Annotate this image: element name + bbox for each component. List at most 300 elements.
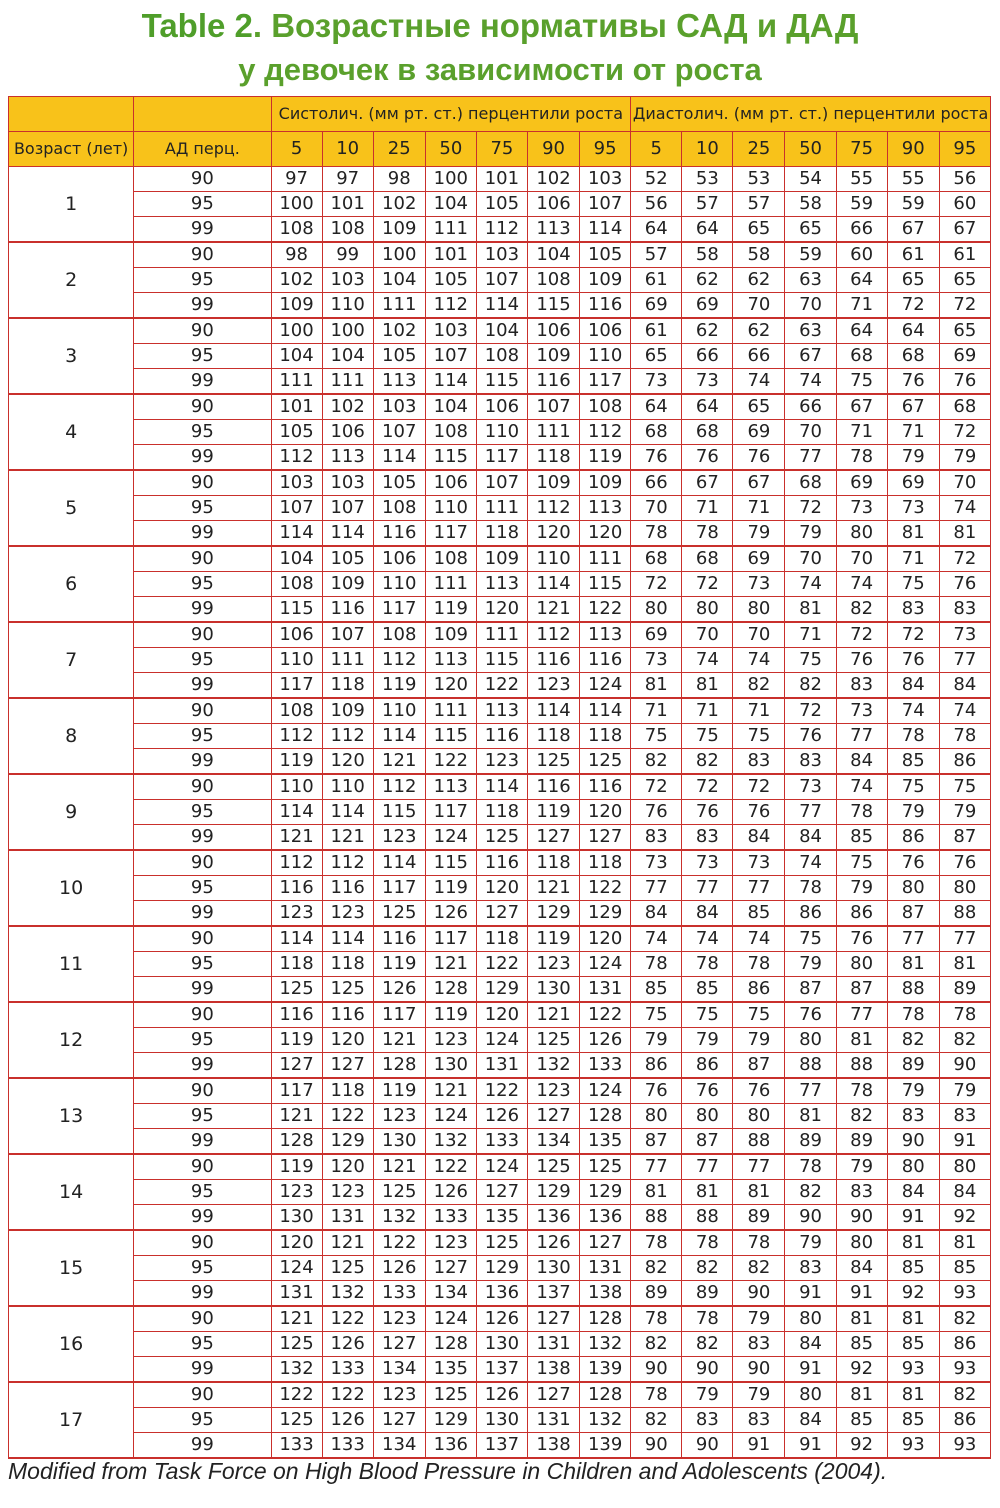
systolic-value-cell: 128 [580,1104,631,1129]
systolic-value-cell: 112 [476,217,527,243]
bp-percentile-cell: 90 [134,698,271,724]
systolic-value-cell: 120 [322,1028,373,1053]
systolic-value-cell: 122 [425,749,476,775]
systolic-value-cell: 119 [373,1078,425,1104]
diastolic-value-cell: 82 [631,749,682,775]
table-row [9,926,991,952]
diastolic-value-cell: 78 [631,1230,682,1256]
bp-percentile-cell: 99 [134,1281,271,1307]
systolic-value-cell: 98 [271,242,322,268]
systolic-value-cell: 114 [271,800,322,825]
diastolic-value-cell: 93 [939,1281,990,1307]
systolic-value-cell: 130 [527,1256,579,1281]
age-cell: 9 [9,774,134,850]
table-row [9,192,991,217]
diastolic-value-cell: 72 [887,293,939,319]
systolic-value-cell: 122 [322,1382,373,1408]
diastolic-value-cell: 82 [785,673,836,699]
systolic-value-cell: 100 [373,242,425,268]
systolic-value-cell: 116 [322,1002,373,1028]
bp-table [8,96,991,1459]
bp-percentile-cell: 99 [134,1205,271,1231]
diastolic-value-cell: 77 [836,1002,887,1028]
table-row [9,1408,991,1433]
diastolic-value-cell: 93 [887,1433,939,1459]
systolic-value-cell: 114 [527,572,579,597]
systolic-value-cell: 113 [425,648,476,673]
diastolic-value-cell: 80 [631,597,682,623]
diastolic-value-cell: 70 [785,546,836,572]
systolic-value-cell: 125 [271,977,322,1003]
systolic-value-cell: 111 [425,217,476,243]
systolic-value-cell: 100 [271,318,322,344]
diastolic-value-cell: 78 [887,724,939,749]
systolic-value-cell: 129 [476,977,527,1003]
systolic-value-cell: 122 [580,597,631,623]
systolic-value-cell: 122 [425,1154,476,1180]
systolic-value-cell: 108 [271,217,322,243]
diastolic-value-cell: 70 [939,470,990,496]
diastolic-value-cell: 65 [887,268,939,293]
systolic-value-cell: 115 [425,850,476,876]
bp-percentile-cell: 90 [134,1002,271,1028]
systolic-value-cell: 115 [425,445,476,471]
diastolic-value-cell: 83 [939,597,990,623]
table-row [9,1256,991,1281]
systolic-value-cell: 120 [580,926,631,952]
diastolic-value-cell: 92 [887,1281,939,1307]
systolic-value-cell: 117 [373,876,425,901]
table-row [9,825,991,851]
diastolic-value-cell: 90 [939,1053,990,1079]
diastolic-value-cell: 76 [631,1078,682,1104]
systolic-value-cell: 137 [476,1357,527,1383]
systolic-value-cell: 127 [476,1180,527,1205]
diastolic-value-cell: 67 [836,394,887,420]
systolic-value-cell: 109 [580,470,631,496]
bp-percentile-cell: 95 [134,1332,271,1357]
diastolic-value-cell: 84 [682,901,733,927]
diastolic-value-cell: 74 [733,369,785,395]
diastolic-value-cell: 69 [733,546,785,572]
diastolic-value-cell: 76 [887,369,939,395]
systolic-value-cell: 127 [373,1408,425,1433]
diastolic-height-percentile-header: 25 [733,132,785,167]
table-row [9,1433,991,1459]
systolic-value-cell: 120 [425,673,476,699]
systolic-value-cell: 115 [476,369,527,395]
systolic-value-cell: 114 [322,926,373,952]
diastolic-value-cell: 78 [733,1230,785,1256]
systolic-value-cell: 134 [373,1433,425,1459]
systolic-value-cell: 127 [425,1256,476,1281]
diastolic-value-cell: 75 [631,1002,682,1028]
systolic-value-cell: 118 [476,800,527,825]
systolic-value-cell: 126 [425,1180,476,1205]
bp-percentile-cell: 99 [134,217,271,243]
diastolic-height-percentile-header: 10 [682,132,733,167]
systolic-value-cell: 116 [527,369,579,395]
systolic-value-cell: 104 [271,546,322,572]
diastolic-value-cell: 61 [631,318,682,344]
bp-percentile-cell: 99 [134,1357,271,1383]
diastolic-value-cell: 79 [836,876,887,901]
diastolic-value-cell: 64 [682,394,733,420]
table-row [9,1002,991,1028]
table-row [9,800,991,825]
systolic-value-cell: 124 [271,1256,322,1281]
diastolic-value-cell: 67 [939,217,990,243]
diastolic-value-cell: 78 [631,521,682,547]
diastolic-value-cell: 77 [785,800,836,825]
systolic-value-cell: 131 [580,977,631,1003]
diastolic-value-cell: 53 [682,167,733,192]
systolic-value-cell: 126 [580,1028,631,1053]
diastolic-value-cell: 82 [939,1306,990,1332]
diastolic-value-cell: 90 [733,1281,785,1307]
diastolic-value-cell: 89 [682,1281,733,1307]
diastolic-value-cell: 85 [733,901,785,927]
table-row [9,673,991,699]
systolic-value-cell: 109 [527,470,579,496]
diastolic-value-cell: 65 [939,268,990,293]
systolic-value-cell: 121 [271,1104,322,1129]
systolic-value-cell: 104 [425,394,476,420]
diastolic-value-cell: 84 [785,1408,836,1433]
diastolic-value-cell: 82 [785,1180,836,1205]
systolic-value-cell: 132 [373,1205,425,1231]
table-row [9,1382,991,1408]
systolic-value-cell: 106 [527,192,579,217]
diastolic-value-cell: 78 [785,1154,836,1180]
systolic-value-cell: 120 [271,1230,322,1256]
diastolic-value-cell: 82 [939,1382,990,1408]
diastolic-value-cell: 91 [939,1129,990,1155]
systolic-value-cell: 119 [527,926,579,952]
diastolic-value-cell: 84 [887,673,939,699]
systolic-value-cell: 137 [527,1281,579,1307]
diastolic-value-cell: 82 [682,1332,733,1357]
diastolic-value-cell: 67 [785,344,836,369]
age-cell: 6 [9,546,134,622]
diastolic-value-cell: 78 [836,800,887,825]
header-row-groups [9,97,991,132]
systolic-value-cell: 107 [322,496,373,521]
systolic-value-cell: 131 [271,1281,322,1307]
systolic-value-cell: 114 [580,217,631,243]
systolic-value-cell: 107 [271,496,322,521]
table-row [9,344,991,369]
diastolic-value-cell: 74 [836,572,887,597]
systolic-value-cell: 125 [373,1180,425,1205]
systolic-value-cell: 130 [373,1129,425,1155]
systolic-value-cell: 105 [322,546,373,572]
diastolic-value-cell: 72 [887,622,939,648]
systolic-value-cell: 108 [425,420,476,445]
systolic-value-cell: 99 [322,242,373,268]
systolic-value-cell: 105 [373,344,425,369]
diastolic-value-cell: 77 [785,445,836,471]
systolic-value-cell: 110 [322,293,373,319]
diastolic-value-cell: 88 [631,1205,682,1231]
systolic-height-percentile-header: 50 [425,132,476,167]
diastolic-value-cell: 76 [939,850,990,876]
systolic-value-cell: 133 [322,1357,373,1383]
diastolic-value-cell: 65 [631,344,682,369]
systolic-height-percentile-header: 90 [527,132,579,167]
bp-percentile-cell: 90 [134,1230,271,1256]
systolic-value-cell: 111 [476,496,527,521]
bp-percentile-cell: 90 [134,1306,271,1332]
diastolic-value-cell: 80 [887,876,939,901]
diastolic-value-cell: 82 [836,1104,887,1129]
diastolic-value-cell: 74 [939,496,990,521]
systolic-value-cell: 107 [322,622,373,648]
age-cell: 10 [9,850,134,926]
table-row [9,850,991,876]
diastolic-value-cell: 73 [939,622,990,648]
diastolic-value-cell: 77 [631,876,682,901]
systolic-value-cell: 128 [425,1332,476,1357]
systolic-value-cell: 119 [271,749,322,775]
systolic-value-cell: 117 [271,1078,322,1104]
systolic-value-cell: 107 [476,470,527,496]
diastolic-value-cell: 55 [887,167,939,192]
diastolic-value-cell: 78 [682,1230,733,1256]
diastolic-value-cell: 71 [682,496,733,521]
systolic-value-cell: 127 [271,1053,322,1079]
systolic-value-cell: 104 [373,268,425,293]
diastolic-value-cell: 81 [887,1230,939,1256]
systolic-value-cell: 127 [527,1104,579,1129]
diastolic-value-cell: 77 [939,648,990,673]
diastolic-value-cell: 86 [887,825,939,851]
diastolic-value-cell: 78 [939,1002,990,1028]
diastolic-value-cell: 93 [887,1357,939,1383]
systolic-value-cell: 128 [373,1053,425,1079]
table-row [9,420,991,445]
diastolic-value-cell: 77 [785,1078,836,1104]
table-row [9,952,991,977]
bp-percentile-cell: 90 [134,1154,271,1180]
systolic-value-cell: 108 [373,622,425,648]
diastolic-value-cell: 81 [939,1230,990,1256]
diastolic-value-cell: 88 [887,977,939,1003]
systolic-value-cell: 114 [476,293,527,319]
systolic-value-cell: 122 [322,1306,373,1332]
bp-percentile-cell: 99 [134,977,271,1003]
table-row [9,1180,991,1205]
diastolic-value-cell: 74 [733,648,785,673]
systolic-value-cell: 121 [527,1002,579,1028]
systolic-value-cell: 105 [271,420,322,445]
table-row [9,1154,991,1180]
systolic-value-cell: 101 [271,394,322,420]
systolic-value-cell: 119 [425,597,476,623]
systolic-value-cell: 110 [476,420,527,445]
diastolic-value-cell: 80 [785,1028,836,1053]
systolic-value-cell: 109 [476,546,527,572]
systolic-value-cell: 110 [271,648,322,673]
systolic-value-cell: 102 [527,167,579,192]
diastolic-value-cell: 81 [836,1306,887,1332]
age-cell: 3 [9,318,134,394]
diastolic-value-cell: 73 [682,850,733,876]
diastolic-value-cell: 77 [939,926,990,952]
diastolic-value-cell: 56 [631,192,682,217]
age-cell: 5 [9,470,134,546]
diastolic-value-cell: 67 [887,394,939,420]
diastolic-value-cell: 57 [733,192,785,217]
systolic-value-cell: 133 [476,1129,527,1155]
diastolic-value-cell: 73 [631,850,682,876]
diastolic-value-cell: 71 [733,496,785,521]
systolic-value-cell: 113 [580,496,631,521]
systolic-value-cell: 116 [580,648,631,673]
diastolic-value-cell: 79 [631,1028,682,1053]
diastolic-value-cell: 55 [836,167,887,192]
systolic-height-percentile-header: 5 [271,132,322,167]
systolic-value-cell: 109 [580,268,631,293]
diastolic-value-cell: 80 [836,1230,887,1256]
diastolic-value-cell: 69 [631,622,682,648]
systolic-value-cell: 125 [580,1154,631,1180]
diastolic-value-cell: 76 [631,445,682,471]
diastolic-value-cell: 79 [733,1382,785,1408]
age-cell: 15 [9,1230,134,1306]
diastolic-value-cell: 80 [939,1154,990,1180]
diastolic-value-cell: 73 [733,850,785,876]
systolic-value-cell: 119 [373,673,425,699]
systolic-value-cell: 136 [476,1281,527,1307]
diastolic-value-cell: 83 [733,1408,785,1433]
diastolic-value-cell: 79 [733,521,785,547]
diastolic-value-cell: 53 [733,167,785,192]
systolic-value-cell: 121 [322,825,373,851]
diastolic-value-cell: 87 [631,1129,682,1155]
bp-percentile-cell: 90 [134,546,271,572]
diastolic-value-cell: 83 [682,825,733,851]
systolic-value-cell: 138 [527,1433,579,1459]
diastolic-value-cell: 83 [733,1332,785,1357]
systolic-value-cell: 132 [580,1332,631,1357]
age-cell: 11 [9,926,134,1002]
bp-percentile-cell: 95 [134,1028,271,1053]
diastolic-value-cell: 76 [631,800,682,825]
age-cell: 8 [9,698,134,774]
systolic-value-cell: 114 [476,774,527,800]
diastolic-value-cell: 75 [887,774,939,800]
diastolic-value-cell: 89 [733,1205,785,1231]
systolic-value-cell: 124 [580,952,631,977]
table-row [9,774,991,800]
diastolic-value-cell: 78 [682,1306,733,1332]
diastolic-value-cell: 86 [785,901,836,927]
diastolic-value-cell: 72 [939,546,990,572]
systolic-value-cell: 133 [373,1281,425,1307]
systolic-value-cell: 122 [476,952,527,977]
systolic-value-cell: 109 [527,344,579,369]
diastolic-value-cell: 70 [733,622,785,648]
systolic-value-cell: 122 [373,1230,425,1256]
systolic-value-cell: 122 [476,673,527,699]
diastolic-value-cell: 62 [733,268,785,293]
diastolic-value-cell: 70 [682,622,733,648]
diastolic-value-cell: 74 [785,572,836,597]
diastolic-value-cell: 82 [631,1332,682,1357]
systolic-value-cell: 114 [271,521,322,547]
systolic-value-cell: 116 [322,876,373,901]
systolic-value-cell: 139 [580,1357,631,1383]
systolic-value-cell: 129 [425,1408,476,1433]
diastolic-value-cell: 71 [887,546,939,572]
diastolic-value-cell: 54 [785,167,836,192]
diastolic-value-cell: 81 [939,952,990,977]
systolic-value-cell: 126 [527,1230,579,1256]
diastolic-value-cell: 81 [887,521,939,547]
systolic-value-cell: 123 [271,901,322,927]
diastolic-value-cell: 75 [785,648,836,673]
bp-percentile-cell: 90 [134,774,271,800]
systolic-value-cell: 119 [271,1154,322,1180]
systolic-value-cell: 119 [580,445,631,471]
systolic-value-cell: 124 [580,673,631,699]
diastolic-value-cell: 72 [631,774,682,800]
systolic-value-cell: 127 [527,1382,579,1408]
diastolic-value-cell: 68 [785,470,836,496]
table-row [9,445,991,471]
bp-percentile-cell: 90 [134,167,271,192]
systolic-value-cell: 116 [580,774,631,800]
systolic-value-cell: 128 [271,1129,322,1155]
systolic-value-cell: 119 [373,952,425,977]
systolic-value-cell: 133 [271,1433,322,1459]
systolic-value-cell: 131 [580,1256,631,1281]
diastolic-value-cell: 85 [631,977,682,1003]
diastolic-value-cell: 75 [682,1002,733,1028]
diastolic-value-cell: 84 [631,901,682,927]
bp-percentile-cell: 99 [134,369,271,395]
diastolic-value-cell: 79 [887,1078,939,1104]
diastolic-value-cell: 72 [682,572,733,597]
diastolic-value-cell: 93 [939,1357,990,1383]
systolic-value-cell: 114 [425,369,476,395]
diastolic-value-cell: 76 [733,800,785,825]
diastolic-value-cell: 68 [887,344,939,369]
diastolic-value-cell: 58 [682,242,733,268]
systolic-value-cell: 134 [373,1357,425,1383]
diastolic-value-cell: 76 [887,850,939,876]
systolic-value-cell: 120 [322,1154,373,1180]
systolic-value-cell: 125 [476,1230,527,1256]
systolic-value-cell: 108 [527,268,579,293]
diastolic-value-cell: 83 [785,749,836,775]
diastolic-value-cell: 78 [631,952,682,977]
diastolic-value-cell: 89 [887,1053,939,1079]
diastolic-value-cell: 60 [836,242,887,268]
systolic-value-cell: 126 [322,1332,373,1357]
systolic-value-cell: 123 [476,749,527,775]
systolic-value-cell: 132 [580,1408,631,1433]
systolic-value-cell: 113 [322,445,373,471]
age-cell: 17 [9,1382,134,1458]
systolic-value-cell: 123 [271,1180,322,1205]
systolic-value-cell: 112 [322,850,373,876]
systolic-value-cell: 120 [527,521,579,547]
systolic-value-cell: 111 [373,293,425,319]
bp-percentile-cell: 90 [134,1078,271,1104]
systolic-value-cell: 121 [322,1230,373,1256]
